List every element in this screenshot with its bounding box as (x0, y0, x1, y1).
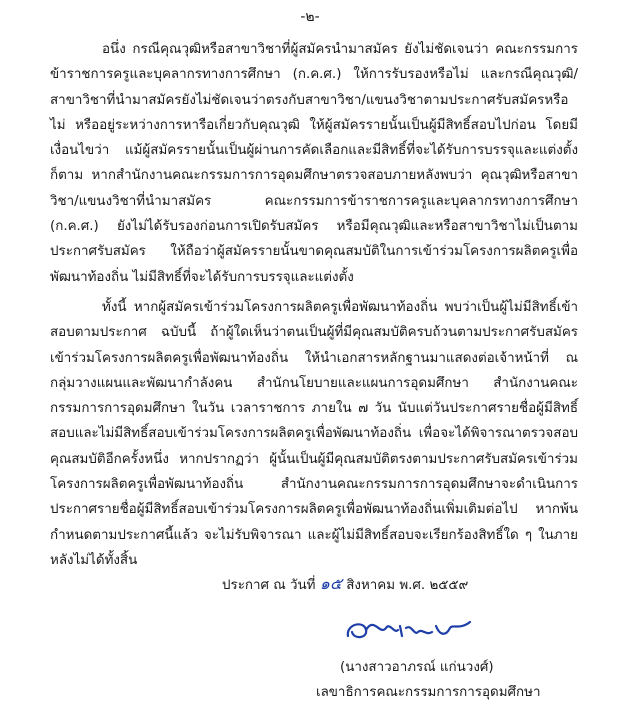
signer-name: (นางสาวอาภรณ์ แก่นวงศ์) (340, 660, 494, 675)
announcement-month-year: สิงหาคม พ.ศ. ๒๕๕๙ (346, 578, 469, 593)
page-number: -๒- (300, 9, 320, 25)
announcement-date-line (222, 572, 468, 597)
signer-title: เลขาธิการคณะกรรมการการอุดมศึกษา (316, 685, 541, 700)
announcement-day-handwritten: ๑๕ (319, 574, 342, 593)
paragraph-qualification-condition: อนึ่ง กรณีคุณวุฒิหรือสาขาวิชาที่ผู้สมัครนำมาสมัคร ยังไม่ชัดเจนว่า คณะกรรมการข้าราชการครูและบุคลากรทางการศึกษา (ก.ค.ศ.) ให้การรับรองหรือไม่ และกรณีคุณวุฒิ/สาขาวิชาที่นำมาสมัครยังไม่ชัดเจนว่าตรงกับสาขาวิชา/แขนงวิชาตามประกาศรับสมัครหรือไม่ หรืออยู่ระหว่างการหารือเกี่ยวกับคุณวุฒิ ให้ผู้สมัครรายนั้นเป็นผู้มีสิทธิ์สอบไปก่อน โดยมีเงื่อนไขว่า แม้ผู้สมัครรายนั้นเป็นผู้ผ่านการคัดเลือกและมีสิทธิ์ที่จะได้รับการบรรจุและแต่งตั้งก็ตาม หากสำนักงานคณะกรรมการการอุดมศึกษาตรวจสอบภายหลังพบว่า คุณวุฒิหรือสาขาวิชา/แขนงวิชาที่นำมาสมัคร คณะกรรมการข้าราชการครูและบุคลากรทางการศึกษา (ก.ค.ศ.) ยังไม่ได้รับรองก่อนการเปิดรับสมัคร หรือมีคุณวุฒิและหรือสาขาวิชาไม่เป็นตามประกาศรับสมัคร ให้ถือว่าผู้สมัครรายนั้นขาดคุณสมบัติในการเข้าร่วมโครงการผลิตครูเพื่อพัฒนาท้องถิ่น ไม่มีสิทธิ์ที่จะได้รับการบรรจุและแต่งตั้ง (50, 42, 578, 285)
announcement-prefix: ประกาศ ณ วันที่ (222, 578, 316, 593)
paragraph-appeal-procedure: ทั้งนี้ หากผู้สมัครเข้าร่วมโครงการผลิตครูเพื่อพัฒนาท้องถิ่น พบว่าเป็นผู้ไม่มีสิทธิ์เข้าสอบตามประกาศ ฉบับนี้ ถ้าผู้ใดเห็นว่าตนเป็นผู้ที่มีคุณสมบัติครบถ้วนตามประกาศรับสมัครเข้าร่วมโครงการผลิตครูเพื่อพัฒนาท้องถิ่น ให้นำเอกสารหลักฐานมาแสดงต่อเจ้าหน้าที่ ณ กลุ่มวางแผนและพัฒนากำลังคน สำนักนโยบายและแผนการอุดมศึกษา สำนักงานคณะกรรมการการอุดมศึกษา ในวัน เวลาราชการ ภายใน ๗ วัน นับแต่วันประกาศรายชื่อผู้มีสิทธิ์สอบและไม่มีสิทธิ์สอบเข้าร่วมโครงการผลิตครูเพื่อพัฒนาท้องถิ่น เพื่อจะได้พิจารณาตรวจสอบคุณสมบัติอีกครั้งหนึ่ง หากปรากฏว่า ผู้นั้นเป็นผู้มีคุณสมบัติตรงตามประกาศรับสมัครเข้าร่วมโครงการผลิตครูเพื่อพัฒนาท้องถิ่น สำนักงานคณะกรรมการการอุดมศึกษาจะดำเนินการประกาศรายชื่อผู้มีสิทธิ์สอบเข้าร่วมโครงการผลิตครูเพื่อพัฒนาท้องถิ่นเพิ่มเติมต่อไป หากพ้นกำหนดตามประกาศนี้แล้ว จะไม่รับพิจารณา และผู้ไม่มีสิทธิ์สอบจะเรียกร้องสิทธิ์ใด ๆ ในภายหลังไม่ได้ทั้งสิ้น (50, 300, 578, 568)
handwritten-signature (340, 606, 480, 650)
